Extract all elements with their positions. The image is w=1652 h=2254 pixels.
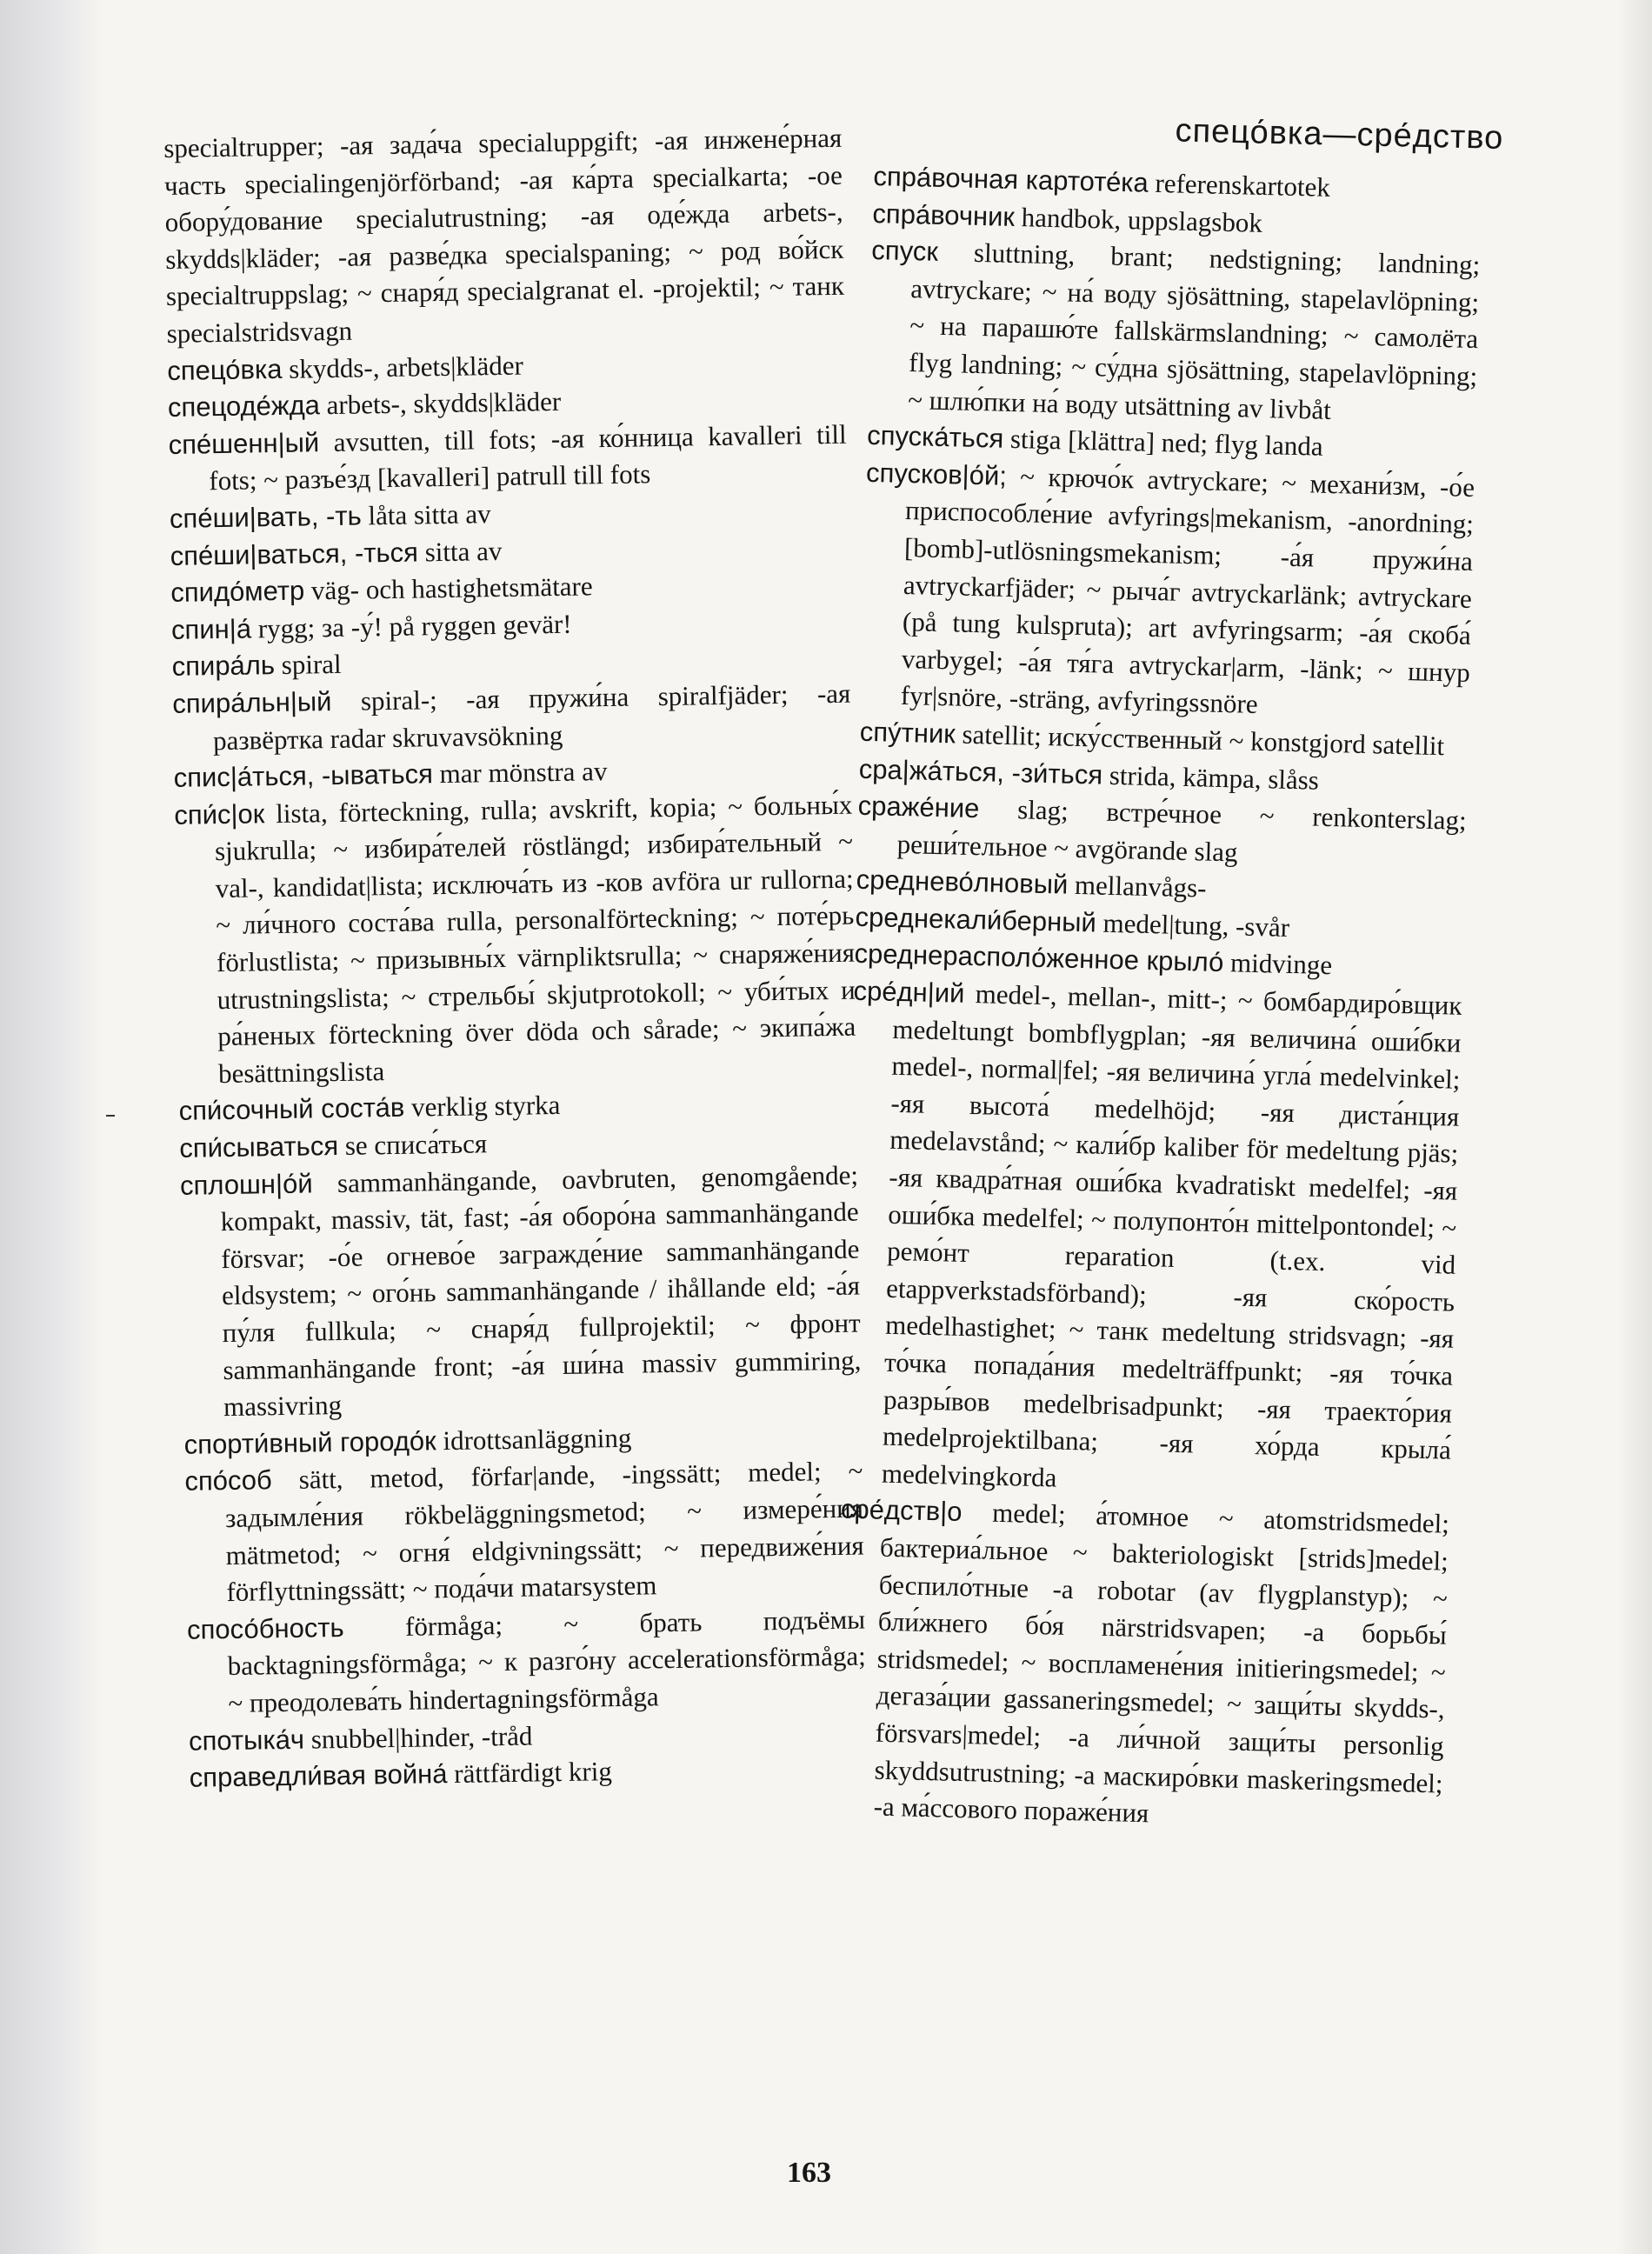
page-edge [1617,0,1652,2254]
entry-headword: среднево́лновый [856,864,1069,900]
running-head: спецо́вка—сре́дство [1175,112,1504,157]
entry-headword: спи́сываться [179,1130,339,1164]
entry-headword: спидо́метр [170,575,305,609]
entry-headword: среднерасполо́женное крыло́ [854,938,1224,978]
entry-headword: сраже́ние [857,790,980,824]
entry-definition: referenskartotek [1155,167,1331,203]
entry-definition: förmåga; ~ брать подъёмы backtagningsförmåga; ~ к разго́ну accelerationsförmåga; ~ преодолева́ть hindertagningsförmåga [227,1604,866,1718]
entry-definition: låta sitta av [368,498,491,531]
entry-definition: satellit; иску́сственный ~ konstgjord satellit [962,718,1445,762]
dictionary-entry [172,676,851,760]
entry-definition: arbets-, skydds|kläder [326,386,562,421]
entry-definition: snubbel|hinder, -tråd [310,1720,533,1755]
dictionary-entry [168,416,847,500]
entry-headword: спецо́вка [167,353,283,386]
entry-headword: спира́льн|ый [172,685,332,719]
entry-definition: mellanvågs- [1074,870,1207,904]
entry-definition: mar mönstra av [439,756,608,790]
entry-headword: сплошн|о́й [179,1168,313,1201]
entry-definition: sätt, metod, förfar|ande, -ingssätt; medel; ~ задымле́ния rökbeläggningsmetod; ~ измере́ния mätmetod; ~ огня́ eldgivningssätt; ~ передвиже́ния förflyttningssätt; ~ пода́чи matarsystem [224,1455,864,1608]
dictionary-entry [180,1157,863,1426]
entry-definition: sammanhängande, oavbruten, genomgående; kompakt, massiv, tät, fast; -а́я оборо́на sammanhängande försvar; -о́е огнево́е загражде́ние sammanhängande eldsystem; ~ ого́нь sammanhängande / ihållande eld; -а́я пу́ля fullkula; ~ снаря́д fullprojektil; ~ фронт sammanhängande front; -а́я ши́на massiv gummiring, massivring [220,1159,862,1423]
dictionary-entry [842,973,1462,1506]
dictionary-entry [187,1601,867,1723]
entry-definition: lista, förteckning, rulla; avskrift, kopia; ~ больны́х sjukrulla; ~ избира́телей röstlängd; избира́тельный ~ val-, kandidat|lista; исключа́ть из -ков avföra ur rullorna; ~ ли́чного соста́ва rulla, personalförteckning; ~ поте́рь förlustlista; ~ призывны́х värnpliktsrulla; ~ снаряже́ния utrustningslista; ~ стрельбы́ skjutprotokoll; ~ уби́тых и ра́неных förteckning över döda och sårade; ~ экипа́жа besättningslista [214,789,856,1089]
entry-definition: sluttning, brant; nedstigning; landning; avtryckare; ~ на́ воду sjösättning, stapelavlöpning; ~ на парашю́те fallskärmslandning; ~ самолёта flyg landning; ~ су́дна sjösättning, stapelavlöpning; ~ шлю́пки на́ воду utsättning av livbåt [907,237,1481,425]
entry-definition: medel; а́томное ~ atomstridsmedel; бактериа́льное ~ bakteriologiskt [strids]medel; беспило́тные -а robotar (av flygplanstyp); ~ бли́жнего бо́я närstridsvapen; -а борьбы́ stridsmedel; ~ воспламене́ния initieringsmedel; ~ дегаза́ции gassaneringsmedel; ~ защи́ты skydds-, försvars|medel; -а ли́чной защи́ты personlig skyddsutrustning; -а маскиро́вки maskeringsmedel; -а ма́ссового пораже́ния [873,1497,1450,1829]
entry-headword: спу́тник [859,716,956,750]
entry-headword: сре́дн|ий [853,975,965,1009]
dictionary-entry [868,232,1481,432]
entry-headword: спи́с|ок [174,797,265,830]
entry-headword: сре́дств|о [840,1493,963,1528]
entry-headword: спотыка́ч [188,1724,305,1757]
entry-definition: skydds-, arbets|kläder [288,350,524,384]
entry-headword: спуска́ться [866,420,1004,454]
entry-definition: se списа́ться [344,1128,488,1161]
entry-definition: slag; встре́чное ~ renkonterslag; реши́тельное ~ avgörande slag [896,794,1468,868]
entry-headword: спорти́вный городо́к [183,1425,436,1460]
entry-headword: спин|а́ [170,613,252,645]
entry-definition: ~ крючо́к avtryckare; ~ механи́зм, -о́е приспособле́ние avfyrings|mekanism, -anordning; [bomb]-utlösningsmekanism; -а́я пружи́на avtryckarfjäder; ~ рыча́г avtryckarlänk; avtryckare (på tung kulspruta); art avfyringsarm; -а́я скоба́ varbygel; -а́я тя́га avtryckar|arm, -länk; ~ шнур fyr|snöre, -sträng, avfyringssnöre [900,460,1475,720]
entry-definition: verklig styrka [410,1090,561,1124]
page-number: 163 [787,2157,831,2189]
entry-definition: rättfärdigt krig [453,1756,613,1790]
entry-headword: спра́вочная картоте́ка [873,160,1149,198]
entry-definition: avsutten, till fots; -ая ко́нница kavalleri till fots; ~ разъе́зд [kavalleri] patrull till fots [209,418,847,497]
dictionary-entry [174,786,856,1093]
entry-headword: спра́вочник [872,197,1016,232]
entry-definition: idrottsanläggning [443,1422,632,1456]
dictionary-entry [163,120,845,353]
entry-definition: sitta av [424,535,503,567]
entry-definition: stiga [klättra] ned; flyg landa [1009,423,1324,462]
entry-headword: справедли́вая война́ [189,1758,448,1793]
entry-headword: спосо́бность [186,1611,344,1645]
entry-definition: handbok, uppslagsbok [1021,201,1263,238]
dictionary-entry [833,1491,1449,1839]
entry-headword: спо́соб [184,1464,273,1497]
margin-mark [106,1115,115,1117]
entry-definition: väg- och hastighetsmätare [310,570,593,606]
entry-headword: спецоде́жда [167,390,321,423]
entry-headword: спе́ши|вать, -ть [169,500,362,534]
entry-definition: spiral [281,649,342,681]
page-gutter-shadow [0,0,103,2254]
entry-headword: сра|жа́ться, -зи́ться [858,753,1103,790]
entry-definition: medel|tung, -svår [1102,907,1290,943]
entry-headword: спира́ль [171,650,276,683]
entry-definition: specialtrupper; -ая зада́ча specialuppgift; -ая инжене́рная часть specialingenjörförband; -ая ка́рта specialkarta; -ое обору́дование specialutrustning; -ая оде́жда arbets-, skydds|kläder; -ая разве́дка specialspaning; ~ род во́йск specialtruppslag; ~ снаря́д specialgranat el. -projektil; ~ танк specialstridsvagn [163,122,845,349]
entry-definition: midvinge [1229,947,1333,981]
entry-headword: спис|а́ться, -ываться [173,758,434,793]
entry-headword: спуск [870,235,939,268]
entry-headword: спи́сочный соста́в [178,1092,405,1127]
dictionary-entry [860,455,1475,729]
right-column [833,158,1482,1839]
entry-definition: medel-, mellan-, mitt-; ~ бомбардиро́вщик medeltungt bombflygplan; -яя величина́ оши́бки medel-, normal|fel; -яя величина́ угла́ medelvinkel; -яя высота́ medelhöjd; -яя диста́нция medelavstånd; ~ кали́бр kaliber för medeltung pjäs; -яя квадра́тная оши́бка kvadratiskt medelfel; -яя оши́бка medelfel; ~ полупонто́н mittelpontondel; ~ ремо́нт reparation (t.ex. vid etappverkstadsförband); -яя ско́рость medelhastighet; ~ танк medeltung stridsvagn; -яя то́чка попада́ния medelträffpunkt; -яя то́чка разры́вов medelbrisadpunkt; -яя траекто́рия medelprojektilbana; -яя хо́рда крыла́ medelvingkorda [881,978,1462,1493]
dictionary-entry [184,1453,865,1612]
entry-headword: среднекали́берный [855,901,1097,938]
entry-headword: спе́ши|ваться, -ться [170,536,419,571]
entry-definition: strida, kämpa, slåss [1109,759,1320,796]
entry-definition: spiral-; -ая пружи́на spiralfjäder; -ая развёртка radar skruvavsökning [212,677,851,756]
entry-headword: спусков|о́й; [865,457,1008,491]
left-column [163,120,868,1797]
entry-headword: спе́шенн|ый [168,426,320,460]
entry-definition: rygg; за -у́! på ryggen gevär! [257,608,572,644]
